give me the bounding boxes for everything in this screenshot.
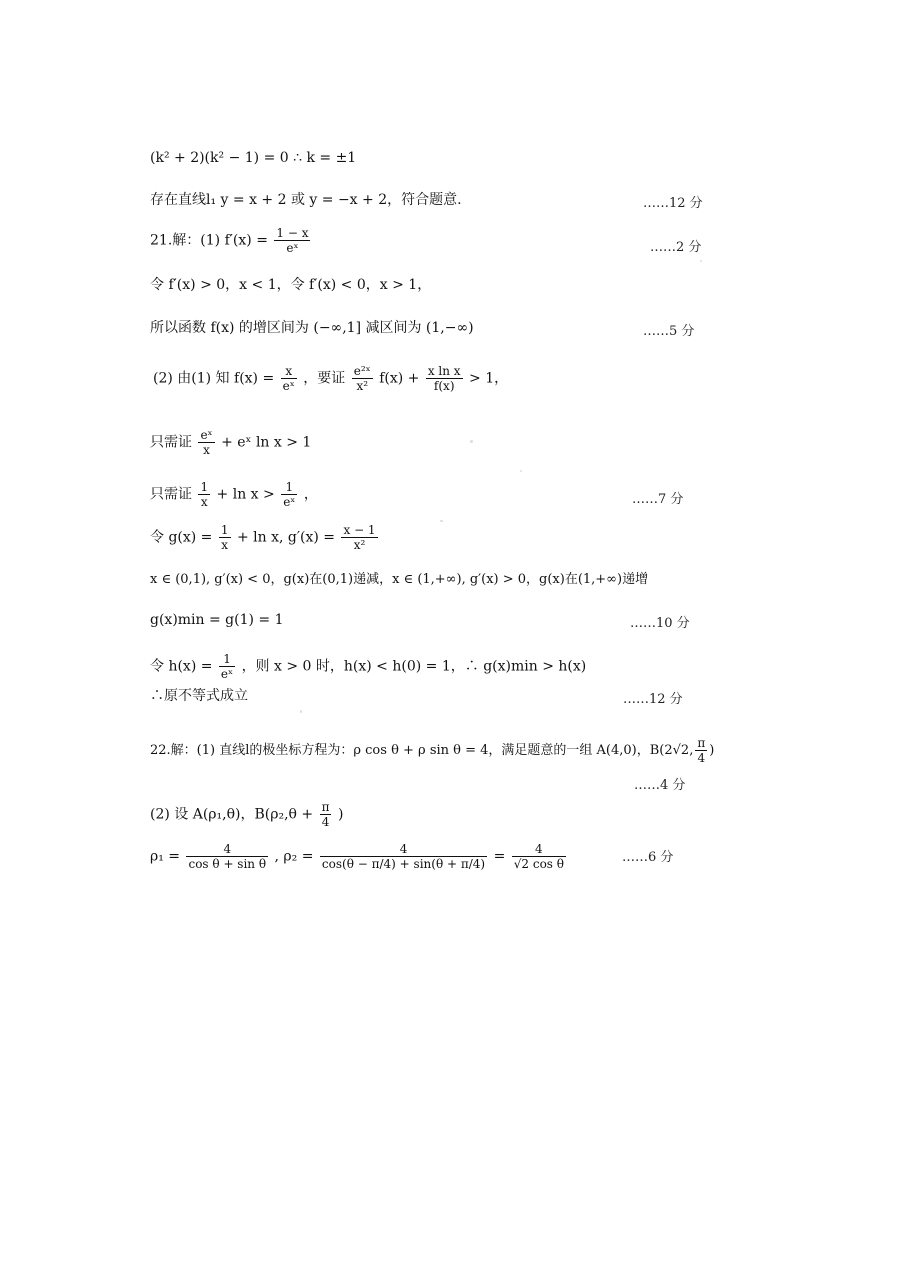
- scan-speck: [520, 470, 522, 472]
- score-12-b: ……12 分: [623, 692, 683, 707]
- line-need-prove-1: 只需证 $\frac{\text{eˣ}}{x}$ + eˣ ln x > 1: [150, 428, 312, 457]
- line-g-monotonic: x ∈ (0,1), g′(x) < 0，g(x)在(0,1)递减，x ∈ (1,+∞), g′(x) > 0，g(x)在(1,+∞)递增: [150, 572, 649, 587]
- line-g-min: g(x)min = g(1) = 1: [150, 612, 284, 628]
- q21-fx-label: f′(x) =: [224, 232, 268, 249]
- line-q22-polar: 22.解：(1) 直线l的极坐标方程为：ρ cos θ + ρ sin θ = 4，满足题意的一组 A(4,0)，B(2√2, $\frac{\pi}{4}$ ): [150, 736, 715, 765]
- scan-speck: [300, 710, 302, 713]
- line-rho-values: ρ₁ = $\frac{4}{\text{cos θ + sin θ}}$ , ρ₂ = $\frac{4}{\cos(\theta - \pi/4) + \sin(\theta + \pi/4)}$ = $\frac{4}{\text{√2 cos θ}}$: [150, 842, 564, 871]
- line-part2-prove: (2) 由(1) 知 f(x) = $\frac{x}{\text{eˣ}}$ ，要证 $\frac{\text{e²ˣ}}{\text{x²}}$ f(x) + $\frac{\text{x ln x}}{f(x)}$ > 1，: [153, 364, 509, 393]
- scan-speck: [470, 440, 473, 443]
- score-4: ……4 分: [634, 778, 686, 793]
- score-2: ……2 分: [650, 240, 702, 255]
- scan-speck: [700, 260, 702, 262]
- fraction-derivative: $\frac{1 - x}{\text{eˣ}}$: [276, 226, 309, 255]
- line-inequality-holds: ∴原不等式成立: [150, 688, 248, 704]
- score-7: ……7 分: [632, 492, 684, 507]
- score-5: ……5 分: [643, 324, 695, 339]
- line-define-g: 令 g(x) = $\frac{1}{x}$ + ln x, g′(x) = $\frac{x - 1}{\text{x²}}$: [150, 523, 376, 552]
- line-intervals: 所以函数 f(x) 的增区间为 (−∞,1] 减区间为 (1,−∞): [150, 320, 474, 336]
- line-k-equation: (k² + 2)(k² − 1) = 0 ∴ k = ±1: [150, 150, 357, 166]
- score-12-a: ……12 分: [643, 196, 703, 211]
- line-q21-derivative: [150, 226, 312, 255]
- line-existence-conclusion: 存在直线l₁ y = x + 2 或 y = −x + 2，符合题意.: [150, 192, 462, 208]
- line-need-prove-2: 只需证 $\frac{1}{x}$ + ln x > $\frac{1}{\text{eˣ}}$ ，: [150, 480, 318, 509]
- score-10: ……10 分: [630, 616, 690, 631]
- line-set-points: (2) 设 A(ρ₁,θ)，B(ρ₂,θ + $\frac{\pi}{4}$ ): [150, 800, 344, 829]
- line-define-h: 令 h(x) = $\frac{1}{\text{eˣ}}$ ，则 x > 0 时，h(x) < h(0) = 1，∴ g(x)min > h(x): [150, 652, 587, 681]
- score-6: ……6 分: [622, 850, 674, 865]
- q21-label: 21.解：(1): [150, 232, 221, 249]
- scan-speck: [440, 520, 443, 522]
- line-monotonic-condition: 令 f′(x) > 0，x < 1，令 f′(x) < 0，x > 1，: [150, 277, 432, 293]
